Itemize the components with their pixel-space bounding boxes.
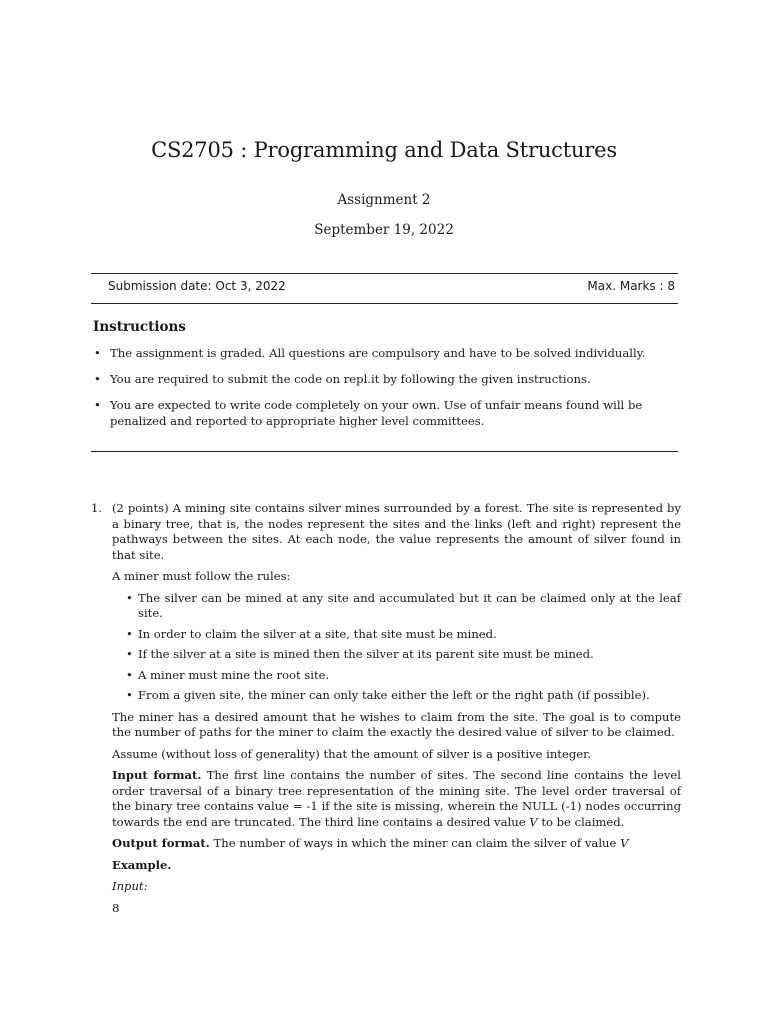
submission-rule — [91, 303, 678, 304]
assignment-date: September 19, 2022 — [314, 222, 454, 238]
assignment-label: Assignment 2 — [337, 192, 431, 208]
output-format-text: The number of ways in which the miner can claim the silver of value — [213, 836, 617, 850]
bullet-icon: • — [126, 667, 133, 682]
bullet-icon: • — [126, 647, 133, 661]
rules-lead: A miner must follow the rules: — [112, 569, 291, 583]
instruction-item: • The assignment is graded. All questions are compulsory and have to be solved individually. — [94, 346, 646, 360]
output-format-var: V — [620, 836, 629, 850]
instruction-item: • You are expected to write code completely on your own. Use of unfair means found will be penalized and reported to appropriate higher level committees. — [94, 398, 643, 428]
input-format-label: Input format. — [112, 768, 202, 782]
bullet-icon: • — [94, 346, 101, 360]
rule-item: • From a given site, the miner can only take either the left or the right path (if possible). — [126, 688, 650, 702]
rules-list — [112, 591, 681, 704]
input-format-var: V — [529, 814, 538, 829]
rule-item: • The silver can be mined at any site and accumulated but it can be claimed only at the leaf site. — [126, 590, 681, 620]
output-format-paragraph — [112, 836, 681, 852]
bullet-icon: • — [126, 590, 133, 605]
rule-item: • A miner must mine the root site. — [126, 667, 330, 682]
document-title: CS2705 : Programming and Data Structures — [151, 138, 617, 162]
input-first-line: 8 — [112, 900, 120, 915]
instruction-item: • You are required to submit the code on repl.it by following the given instructions. — [94, 372, 591, 386]
bullet-icon: • — [126, 688, 133, 702]
rule-item: • In order to claim the silver at a site, that site must be mined. — [126, 626, 497, 641]
submission-bar — [108, 279, 675, 293]
max-marks: Max. Marks : 8 — [587, 279, 675, 293]
example-label: Example. — [112, 857, 172, 872]
question-intro: (2 points) A mining site contains silver mines surrounded by a forest. The site is represented by a binary tree, that is, the nodes represent the sites and the links (left and right) represent the pathways between the sites. At each node, the value represents the amount of silver found in that site. — [112, 501, 681, 562]
output-format-label: Output format. — [112, 836, 210, 850]
instructions-rule — [91, 451, 678, 452]
goal-paragraph: The miner has a desired amount that he wishes to claim from the site. The goal is to compute the number of paths for the miner to claim the exactly the desired value of silver to be claimed. — [112, 709, 681, 739]
question-number: 1. — [91, 501, 103, 515]
question-1 — [91, 501, 681, 922]
rule-item: • If the silver at a site is mined then the silver at its parent site must be mined. — [126, 647, 594, 661]
input-format-paragraph — [112, 768, 681, 830]
bullet-icon: • — [94, 398, 101, 412]
input-format-end: to be claimed. — [541, 814, 625, 829]
assumption-paragraph: Assume (without loss of generality) that the amount of silver is a positive integer. — [112, 746, 592, 761]
input-format-text: The first line contains the number of sites. The second line contains the level order traversal of a binary tree representation of the mining site. The level order traversal of the binary tree contains value = -1 if the site is missing, wherein the NULL (-1) nodes occurring towards the end are truncated. The third line contains a desired value — [112, 768, 681, 829]
instructions-heading: Instructions — [93, 319, 186, 335]
submission-date: Submission date: Oct 3, 2022 — [108, 279, 286, 293]
bullet-icon: • — [94, 372, 101, 386]
top-rule — [91, 273, 678, 274]
input-label: Input: — [112, 879, 148, 893]
bullet-icon: • — [126, 626, 133, 641]
